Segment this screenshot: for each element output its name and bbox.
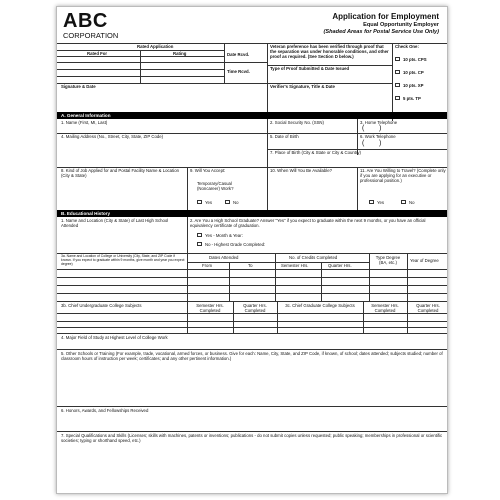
form-title: Application for Employment — [332, 12, 439, 21]
table-line — [57, 285, 448, 286]
postal-divider — [392, 43, 393, 121]
a7-place-of-birth-label: 7. Place of Birth (City & State or City & Country) — [270, 150, 361, 155]
work-phone-area-close: ) — [379, 140, 382, 147]
b4-major-field-label: 4. Major Field of Study at Highest Level of College Work — [61, 335, 168, 340]
field-divider — [357, 167, 358, 210]
pts-checkbox[interactable] — [395, 83, 400, 87]
rated-application-label: Rated Application — [137, 44, 174, 49]
a11-no-label: No — [409, 200, 415, 205]
a11-yes-checkbox[interactable] — [369, 200, 374, 204]
field-divider — [267, 119, 268, 167]
b3c-semester-completed: Semester Hrs. Completed — [371, 303, 399, 313]
a11-no-checkbox[interactable] — [401, 200, 406, 204]
pts-checkbox[interactable] — [395, 57, 400, 61]
company-subtitle: CORPORATION — [63, 31, 119, 40]
field-line — [57, 406, 448, 407]
table-divider — [187, 301, 188, 333]
section-a-header: A. General Information — [57, 112, 448, 119]
work-phone-area-open: ( — [362, 140, 365, 147]
pts-checkbox[interactable] — [395, 70, 400, 74]
field-divider — [187, 167, 188, 210]
table-divider — [233, 301, 234, 333]
employer-line: Equal Opportunity Employer — [363, 22, 439, 28]
postal-line — [57, 76, 224, 77]
pts-label: 10 pts. CP — [403, 70, 424, 75]
year-degree-label: Year of Degree — [410, 258, 439, 263]
credits-label: No. of Credits Completed — [289, 255, 338, 260]
a9-no-label: No — [233, 200, 239, 205]
table-divider — [229, 262, 230, 301]
postal-line — [57, 62, 267, 63]
b3b-semester-completed: Semester Hrs. Completed — [196, 303, 224, 313]
field-divider — [267, 167, 268, 210]
table-line — [57, 313, 448, 314]
to-label: To — [248, 263, 253, 268]
rating-label: Rating — [173, 51, 187, 56]
postal-divider — [224, 43, 225, 83]
b5-other-schools-label: 5. Other Schools or Training (For example, trade, vocational, armed forces, or business. Give for each: Name, City, State, and ZIP Code, if known, of school; dates attended; subjects studied; number of classroom hours of instruction per week; certificates; and any other pertinent information.) — [61, 351, 443, 361]
a5-dob-label: 5. Date of Birth — [270, 134, 299, 139]
b2-yes-checkbox[interactable] — [197, 233, 202, 237]
table-line — [57, 293, 448, 294]
field-divider — [187, 217, 188, 253]
dates-attended-label: Dates Attended — [209, 255, 239, 260]
b3c-quarter-completed: Quarter Hrs. Completed — [416, 303, 440, 313]
table-divider — [277, 301, 278, 333]
from-label: From — [202, 263, 213, 268]
table-line — [57, 277, 448, 278]
a9-accept-label: 9. Will You Accept: — [190, 168, 226, 173]
field-line — [57, 431, 448, 432]
home-phone-area-close: ) — [379, 125, 382, 132]
a10-available-label: 10. When Will You Be Available? — [270, 168, 333, 173]
table-divider — [407, 301, 408, 333]
signature-date-label: Signature & Date — [61, 84, 96, 89]
semester-hrs-label: Semester Hrs. — [281, 263, 309, 268]
b2-no-label: No - Highest Grade Completed: — [205, 242, 266, 247]
postal-line — [57, 83, 392, 84]
b2-yes-label: Yes - Month & Year: — [205, 233, 243, 238]
shaded-note: (Shaded Areas for Postal Service Use Only) — [323, 29, 439, 35]
b3c-graduate-label: 3c. Chief Graduate College Subjects — [285, 303, 355, 308]
a9-yes-checkbox[interactable] — [197, 200, 202, 204]
a8-job-applied-label: 8. Kind of Job Applied for and Postal Facility Name & Location (City & State) — [61, 168, 179, 178]
a2-ssn-label: 2. Social Security No. (SSN) — [270, 120, 324, 125]
b1-high-school-label: 1. Name and Location (City & State) of Last High School Attended — [61, 218, 169, 228]
a6-work-phone-label: 6. Work Telephone — [360, 134, 396, 139]
a9-yes-label: Yes — [205, 200, 213, 205]
postal-line — [57, 56, 224, 57]
home-phone-area-open: ( — [362, 125, 365, 132]
a11-travel-label: 11. Are You Willing to Travel? (Complete only if you are applying for an executive or professional position.) — [360, 168, 446, 183]
table-divider — [363, 301, 364, 333]
a9-no-checkbox[interactable] — [225, 200, 230, 204]
table-line — [57, 327, 448, 328]
b7-special-qualifications-label: 7. Special Qualifications and Skills (Licenses; skills with machines, patents or inventions; publications - do not submit copies unless requested; public speaking; memberships in professional or scientific societies; typing or shorthand speed, etc.) — [61, 433, 443, 443]
type-of-proof-label: Type of Proof Submitted & Date Issued — [270, 66, 350, 71]
a1-name-label: 1. Name (First, MI, Last) — [61, 120, 108, 125]
postal-line — [57, 69, 224, 70]
b3b-quarter-completed: Quarter Hrs. Completed — [243, 303, 267, 313]
a9-temporary-label: Temporary/Casual (Noncareer) Work? — [197, 181, 234, 191]
type-degree-label: Type Degree (BA, etc.) — [375, 255, 401, 265]
date-rcvd-label: Date Rcvd. — [227, 52, 250, 57]
pts-label: 5 pts. TP — [403, 96, 421, 101]
b2-graduate-label: 2. Are You a High School Graduate? Answer "Yes" if you expect to graduate within the next 9 months, or you have an official equivalency certificate of graduation. — [190, 218, 426, 228]
a11-yes-label: Yes — [377, 200, 385, 205]
check-one-label: Check One: — [395, 44, 419, 49]
application-form-page — [56, 6, 448, 494]
table-divider — [321, 262, 322, 301]
table-line — [57, 321, 448, 322]
table-line — [187, 262, 275, 263]
postal-divider — [140, 50, 141, 83]
postal-divider — [267, 43, 268, 121]
pts-label: 10 pts. XP — [403, 83, 424, 88]
table-line — [57, 333, 448, 334]
quarter-hrs-label: Quarter Hrs. — [328, 263, 352, 268]
pts-checkbox[interactable] — [395, 96, 400, 100]
field-line — [57, 349, 448, 350]
table-line — [57, 301, 448, 302]
a3-home-phone-label: 3. Home Telephone — [360, 120, 398, 125]
verifier-signature-label: Verifier's Signature, Title & Date — [270, 84, 335, 89]
company-logo: ABC — [63, 10, 108, 32]
rated-for-label: Rated For — [87, 51, 108, 56]
pts-label: 10 pts. CPS — [403, 57, 427, 62]
time-rcvd-label: Time Rcvd. — [227, 69, 250, 74]
b2-no-checkbox[interactable] — [197, 242, 202, 246]
b3a-college-label: 3a. Name and Location of College or University (City, State, and ZIP Code if known. If you expect to graduate within 9 months, give month and year you expect degree) — [61, 254, 185, 266]
a4-address-label: 4. Mailing Address (No., Street, City, State, ZIP Code) — [61, 134, 164, 139]
veteran-text: Veteran preference has been verified through proof that the separation was under honorable conditions, and other proof as required. (See Section D below.) — [270, 44, 389, 59]
table-line — [57, 269, 448, 270]
b3b-undergrad-label: 3b. Chief Undergraduate College Subjects — [61, 303, 142, 308]
b6-honors-label: 6. Honors, Awards, and Fellowships Received — [61, 408, 149, 413]
section-b-header: B. Educational History — [57, 210, 448, 217]
